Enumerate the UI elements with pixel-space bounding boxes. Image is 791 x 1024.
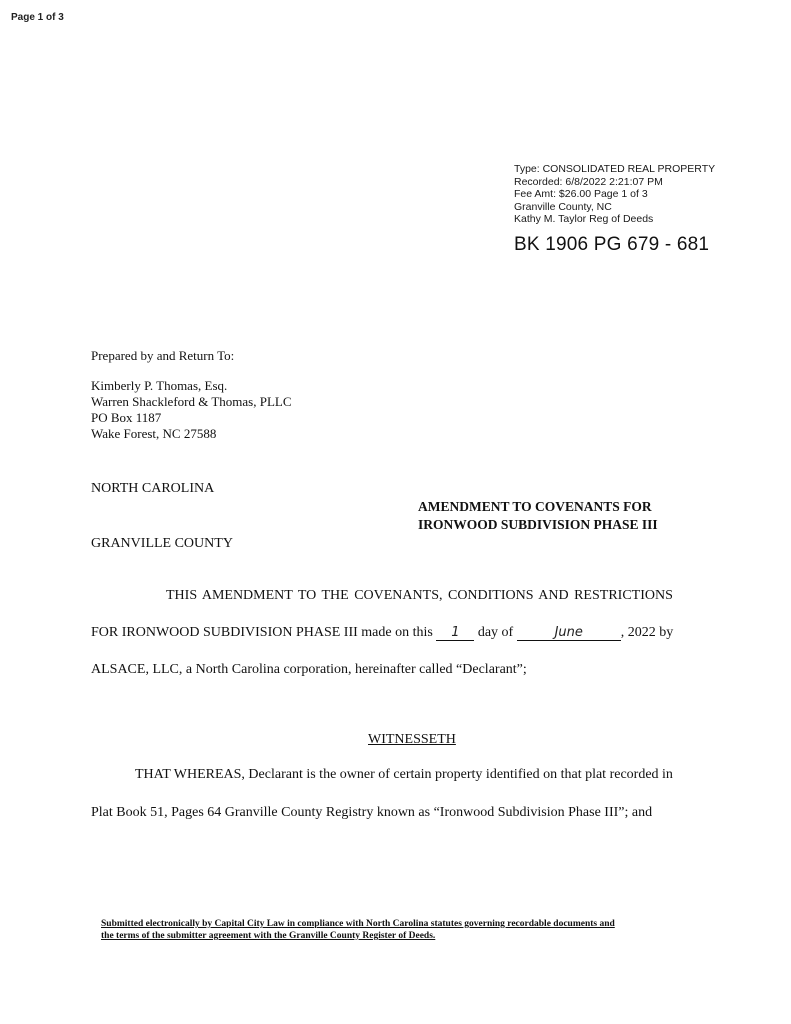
state-caption: NORTH CAROLINA: [91, 481, 215, 496]
stamp-type: Type: CONSOLIDATED REAL PROPERTY: [514, 163, 716, 175]
county-caption: GRANVILLE COUNTY: [91, 536, 233, 551]
title-line-2: IRONWOOD SUBDIVISION PHASE III: [418, 517, 658, 532]
intro-line-1: THIS AMENDMENT TO THE COVENANTS, CONDITIONS AND RESTRICTIONS: [166, 588, 673, 603]
month-filled-in: June: [517, 626, 621, 641]
intro-line-3: ALSACE, LLC, a North Carolina corporation, hereinafter called “Declarant”;: [91, 662, 527, 677]
intro-line-2-a: FOR IRONWOOD SUBDIVISION PHASE III made on this: [91, 625, 433, 640]
footer-line-1: Submitted electronically by Capital City Law in compliance with North Carolina statutes governing recordable documents and: [101, 919, 615, 929]
intro-line-2: [91, 625, 673, 641]
prepared-by-block: [91, 348, 292, 442]
intro-line-2-c: , 2022 by: [620, 625, 674, 640]
witnesseth-heading: WITNESSETH: [368, 732, 456, 747]
day-filled-in: 1: [436, 626, 474, 641]
preparer-name: Kimberly P. Thomas, Esq.: [91, 378, 228, 393]
preparer-po-box: PO Box 1187: [91, 410, 162, 425]
intro-line-2-b: day of: [477, 625, 514, 640]
document-title: [418, 498, 658, 534]
stamp-fee: Fee Amt: $26.00 Page 1 of 3: [514, 188, 648, 200]
stamp-recorded: Recorded: 6/8/2022 2:21:07 PM: [514, 175, 663, 188]
preparer-firm: Warren Shackleford & Thomas, PLLC: [91, 394, 292, 409]
title-line-1: AMENDMENT TO COVENANTS FOR: [418, 499, 652, 514]
preparer-city: Wake Forest, NC 27588: [91, 426, 217, 441]
whereas-line-2: Plat Book 51, Pages 64 Granville County Registry known as “Ironwood Subdivision Phase III”; and: [91, 805, 653, 820]
stamp-county: Granville County, NC: [514, 200, 612, 213]
recording-stamp: [514, 163, 715, 226]
e-submission-notice: [101, 918, 615, 942]
book-page-reference: BK 1906 PG 679 - 681: [514, 234, 710, 255]
whereas-line-1: THAT WHEREAS, Declarant is the owner of certain property identified on that plat recorded in: [135, 767, 673, 782]
stamp-register: Kathy M. Taylor Reg of Deeds: [514, 213, 654, 225]
footer-line-2: the terms of the submitter agreement with the Granville County Register of Deeds.: [101, 931, 436, 941]
page-number-label: Page 1 of 3: [11, 12, 64, 23]
prepared-by-heading: Prepared by and Return To:: [91, 348, 235, 363]
